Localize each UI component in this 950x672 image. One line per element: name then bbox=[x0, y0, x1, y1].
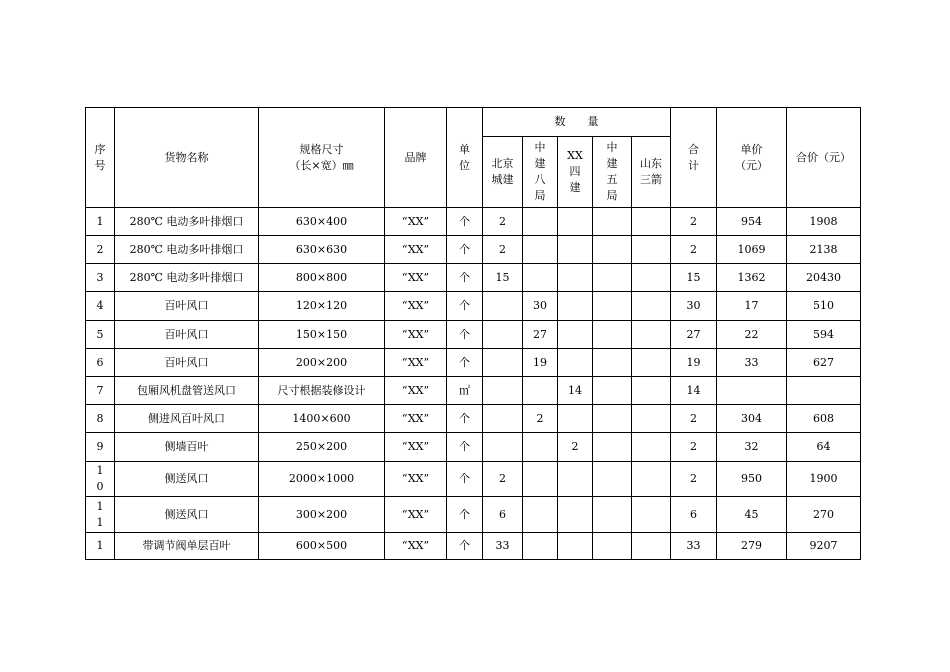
cell-total: 2 bbox=[671, 405, 717, 433]
cell-amount: 270 bbox=[787, 497, 861, 533]
cell-unit-price: 17 bbox=[717, 292, 787, 321]
cell-qty-beijing: 33 bbox=[483, 533, 523, 560]
cell-qty-zhongjian5 bbox=[593, 433, 632, 462]
cell-name: 280℃ 电动多叶排烟口 bbox=[115, 236, 259, 264]
cell-spec: 150×150 bbox=[259, 321, 385, 349]
cell-seq: 1 0 bbox=[86, 462, 115, 497]
cell-spec: 120×120 bbox=[259, 292, 385, 321]
cell-spec: 800×800 bbox=[259, 264, 385, 292]
cell-unit-price: 32 bbox=[717, 433, 787, 462]
header-sub-shandong: 山东 三箭 bbox=[632, 137, 671, 208]
cell-brand: “XX” bbox=[385, 292, 447, 321]
cell-brand: “XX” bbox=[385, 497, 447, 533]
cell-seq: 1 1 bbox=[86, 497, 115, 533]
cell-qty-xx4 bbox=[558, 462, 593, 497]
cell-total: 6 bbox=[671, 497, 717, 533]
cell-qty-zhongjian8 bbox=[523, 462, 558, 497]
cell-name: 包厢风机盘管送风口 bbox=[115, 377, 259, 405]
cell-total: 33 bbox=[671, 533, 717, 560]
table-row bbox=[86, 497, 861, 533]
table-row bbox=[86, 208, 861, 236]
header-amount: 合价（元） bbox=[787, 108, 861, 208]
cell-brand: “XX” bbox=[385, 208, 447, 236]
cell-name: 带调节阀单层百叶 bbox=[115, 533, 259, 560]
cell-brand: “XX” bbox=[385, 405, 447, 433]
cell-seq: 7 bbox=[86, 377, 115, 405]
cell-seq: 9 bbox=[86, 433, 115, 462]
table-row bbox=[86, 462, 861, 497]
cell-qty-xx4: 14 bbox=[558, 377, 593, 405]
cell-unit: 个 bbox=[447, 533, 483, 560]
cell-qty-zhongjian5 bbox=[593, 349, 632, 377]
cell-name: 侧送风口 bbox=[115, 497, 259, 533]
cell-name: 侧进风百叶风口 bbox=[115, 405, 259, 433]
cell-unit-price: 1362 bbox=[717, 264, 787, 292]
table-row bbox=[86, 321, 861, 349]
cell-unit-price: 45 bbox=[717, 497, 787, 533]
cell-amount: 627 bbox=[787, 349, 861, 377]
cell-total: 27 bbox=[671, 321, 717, 349]
cell-brand: “XX” bbox=[385, 377, 447, 405]
cell-name: 280℃ 电动多叶排烟口 bbox=[115, 208, 259, 236]
cell-spec: 2000×1000 bbox=[259, 462, 385, 497]
cell-qty-shandong bbox=[632, 497, 671, 533]
cell-qty-zhongjian8: 30 bbox=[523, 292, 558, 321]
cell-spec: 630×400 bbox=[259, 208, 385, 236]
cell-amount: 594 bbox=[787, 321, 861, 349]
cell-total: 30 bbox=[671, 292, 717, 321]
cell-qty-shandong bbox=[632, 349, 671, 377]
cell-qty-zhongjian5 bbox=[593, 462, 632, 497]
cell-name: 280℃ 电动多叶排烟口 bbox=[115, 264, 259, 292]
cell-qty-xx4 bbox=[558, 292, 593, 321]
cell-total: 2 bbox=[671, 208, 717, 236]
header-quantity: 数量 bbox=[483, 108, 671, 137]
cell-unit-price: 954 bbox=[717, 208, 787, 236]
cell-seq: 3 bbox=[86, 264, 115, 292]
cell-qty-zhongjian8 bbox=[523, 433, 558, 462]
header-brand: 品牌 bbox=[385, 108, 447, 208]
cell-qty-beijing bbox=[483, 292, 523, 321]
cell-unit: 个 bbox=[447, 321, 483, 349]
cell-qty-zhongjian5 bbox=[593, 264, 632, 292]
cell-total: 2 bbox=[671, 462, 717, 497]
cell-spec: 630×630 bbox=[259, 236, 385, 264]
cell-qty-zhongjian5 bbox=[593, 377, 632, 405]
header-unit: 单 位 bbox=[447, 108, 483, 208]
cell-spec: 200×200 bbox=[259, 349, 385, 377]
cell-total: 14 bbox=[671, 377, 717, 405]
cell-qty-shandong bbox=[632, 462, 671, 497]
cell-qty-beijing bbox=[483, 377, 523, 405]
cell-qty-beijing bbox=[483, 433, 523, 462]
cell-qty-zhongjian8 bbox=[523, 236, 558, 264]
cell-qty-zhongjian8: 2 bbox=[523, 405, 558, 433]
cell-unit: 个 bbox=[447, 349, 483, 377]
table-row bbox=[86, 533, 861, 560]
cell-qty-xx4: 2 bbox=[558, 433, 593, 462]
cell-amount: 1900 bbox=[787, 462, 861, 497]
cell-total: 2 bbox=[671, 236, 717, 264]
cell-qty-shandong bbox=[632, 405, 671, 433]
cell-seq: 2 bbox=[86, 236, 115, 264]
cell-qty-zhongjian8: 19 bbox=[523, 349, 558, 377]
table-row bbox=[86, 264, 861, 292]
cell-seq: 8 bbox=[86, 405, 115, 433]
cell-qty-beijing: 2 bbox=[483, 462, 523, 497]
cell-unit: 个 bbox=[447, 433, 483, 462]
cell-unit-price: 1069 bbox=[717, 236, 787, 264]
cell-name: 百叶风口 bbox=[115, 349, 259, 377]
cell-qty-zhongjian5 bbox=[593, 497, 632, 533]
goods-table bbox=[85, 107, 861, 560]
cell-unit: 个 bbox=[447, 264, 483, 292]
header-sub-zhongjian8: 中 建 八 局 bbox=[523, 137, 558, 208]
table-row bbox=[86, 405, 861, 433]
cell-unit: 个 bbox=[447, 405, 483, 433]
cell-unit-price: 950 bbox=[717, 462, 787, 497]
cell-qty-zhongjian8 bbox=[523, 208, 558, 236]
cell-seq: 6 bbox=[86, 349, 115, 377]
table-row bbox=[86, 433, 861, 462]
cell-unit: 个 bbox=[447, 292, 483, 321]
cell-qty-zhongjian8 bbox=[523, 533, 558, 560]
cell-qty-zhongjian5 bbox=[593, 292, 632, 321]
header-sub-beijing: 北京 城建 bbox=[483, 137, 523, 208]
table-row bbox=[86, 377, 861, 405]
cell-qty-zhongjian5 bbox=[593, 236, 632, 264]
cell-qty-beijing bbox=[483, 321, 523, 349]
cell-name: 百叶风口 bbox=[115, 321, 259, 349]
cell-brand: “XX” bbox=[385, 349, 447, 377]
cell-qty-beijing bbox=[483, 349, 523, 377]
cell-unit: ㎡ bbox=[447, 377, 483, 405]
cell-name: 侧墙百叶 bbox=[115, 433, 259, 462]
cell-unit: 个 bbox=[447, 208, 483, 236]
cell-qty-shandong bbox=[632, 208, 671, 236]
cell-seq: 4 bbox=[86, 292, 115, 321]
cell-qty-beijing bbox=[483, 405, 523, 433]
cell-qty-xx4 bbox=[558, 236, 593, 264]
cell-qty-shandong bbox=[632, 433, 671, 462]
cell-total: 15 bbox=[671, 264, 717, 292]
cell-amount: 1908 bbox=[787, 208, 861, 236]
table-row bbox=[86, 236, 861, 264]
cell-qty-zhongjian5 bbox=[593, 208, 632, 236]
cell-brand: “XX” bbox=[385, 462, 447, 497]
cell-qty-shandong bbox=[632, 264, 671, 292]
header-unit-price: 单价 （元） bbox=[717, 108, 787, 208]
cell-spec: 300×200 bbox=[259, 497, 385, 533]
cell-spec: 1400×600 bbox=[259, 405, 385, 433]
cell-qty-zhongjian8: 27 bbox=[523, 321, 558, 349]
cell-qty-beijing: 2 bbox=[483, 236, 523, 264]
cell-amount: 64 bbox=[787, 433, 861, 462]
cell-unit-price bbox=[717, 377, 787, 405]
header-row-top bbox=[86, 108, 861, 137]
cell-amount: 2138 bbox=[787, 236, 861, 264]
cell-qty-xx4 bbox=[558, 208, 593, 236]
cell-spec: 尺寸根据装修设计 bbox=[259, 377, 385, 405]
cell-amount: 608 bbox=[787, 405, 861, 433]
cell-seq: 1 bbox=[86, 533, 115, 560]
cell-qty-zhongjian8 bbox=[523, 264, 558, 292]
cell-brand: “XX” bbox=[385, 236, 447, 264]
cell-qty-xx4 bbox=[558, 405, 593, 433]
cell-qty-xx4 bbox=[558, 497, 593, 533]
cell-total: 19 bbox=[671, 349, 717, 377]
cell-qty-shandong bbox=[632, 533, 671, 560]
cell-unit: 个 bbox=[447, 497, 483, 533]
cell-qty-shandong bbox=[632, 236, 671, 264]
header-seq: 序 号 bbox=[86, 108, 115, 208]
cell-brand: “XX” bbox=[385, 264, 447, 292]
cell-unit-price: 304 bbox=[717, 405, 787, 433]
cell-qty-beijing: 6 bbox=[483, 497, 523, 533]
cell-qty-xx4 bbox=[558, 264, 593, 292]
cell-brand: “XX” bbox=[385, 433, 447, 462]
cell-qty-beijing: 15 bbox=[483, 264, 523, 292]
cell-qty-zhongjian8 bbox=[523, 377, 558, 405]
cell-seq: 5 bbox=[86, 321, 115, 349]
header-name: 货物名称 bbox=[115, 108, 259, 208]
cell-name: 百叶风口 bbox=[115, 292, 259, 321]
cell-brand: “XX” bbox=[385, 321, 447, 349]
cell-qty-beijing: 2 bbox=[483, 208, 523, 236]
cell-qty-xx4 bbox=[558, 349, 593, 377]
cell-unit-price: 33 bbox=[717, 349, 787, 377]
header-sub-xx4: XX 四 建 bbox=[558, 137, 593, 208]
cell-amount bbox=[787, 377, 861, 405]
cell-brand: “XX” bbox=[385, 533, 447, 560]
cell-amount: 9207 bbox=[787, 533, 861, 560]
cell-seq: 1 bbox=[86, 208, 115, 236]
cell-spec: 600×500 bbox=[259, 533, 385, 560]
cell-qty-xx4 bbox=[558, 321, 593, 349]
cell-qty-xx4 bbox=[558, 533, 593, 560]
cell-amount: 20430 bbox=[787, 264, 861, 292]
cell-unit: 个 bbox=[447, 462, 483, 497]
cell-qty-zhongjian8 bbox=[523, 497, 558, 533]
cell-name: 侧送风口 bbox=[115, 462, 259, 497]
cell-qty-shandong bbox=[632, 292, 671, 321]
cell-amount: 510 bbox=[787, 292, 861, 321]
cell-unit-price: 279 bbox=[717, 533, 787, 560]
cell-qty-zhongjian5 bbox=[593, 405, 632, 433]
table-row bbox=[86, 292, 861, 321]
cell-total: 2 bbox=[671, 433, 717, 462]
header-sub-zhongjian5: 中 建 五 局 bbox=[593, 137, 632, 208]
cell-qty-zhongjian5 bbox=[593, 533, 632, 560]
cell-qty-shandong bbox=[632, 321, 671, 349]
cell-spec: 250×200 bbox=[259, 433, 385, 462]
table-row bbox=[86, 349, 861, 377]
cell-unit-price: 22 bbox=[717, 321, 787, 349]
cell-qty-zhongjian5 bbox=[593, 321, 632, 349]
header-spec: 规格尺寸 （长×宽）㎜ bbox=[259, 108, 385, 208]
header-total: 合 计 bbox=[671, 108, 717, 208]
cell-qty-shandong bbox=[632, 377, 671, 405]
cell-unit: 个 bbox=[447, 236, 483, 264]
table-body bbox=[86, 108, 861, 560]
